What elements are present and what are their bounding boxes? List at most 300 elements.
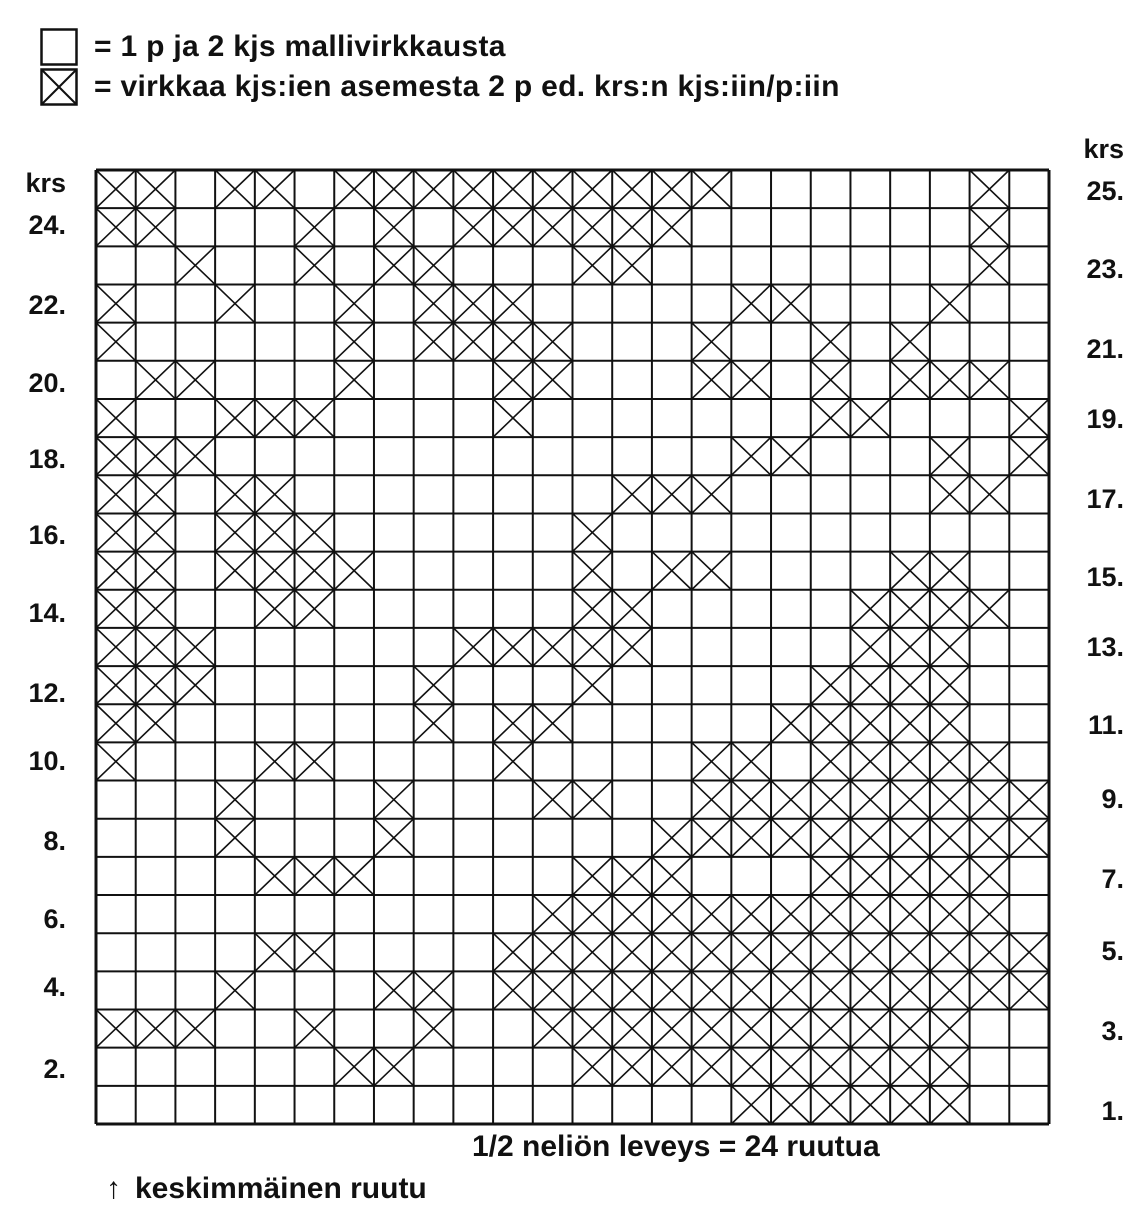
crossed-cell: [136, 590, 176, 628]
crossed-cell: [136, 666, 176, 704]
crossed-cell: [692, 323, 732, 361]
crossed-cell: [930, 704, 970, 742]
crossed-cell: [970, 170, 1010, 208]
crossed-cell: [811, 666, 851, 704]
crossed-cell: [295, 1010, 335, 1048]
crossed-cell: [890, 1010, 930, 1048]
crossed-cell: [1009, 399, 1049, 437]
left-row-label: 10.: [28, 746, 66, 776]
crossed-cell: [771, 819, 811, 857]
crossed-cell: [533, 323, 573, 361]
crossed-cell: [612, 475, 652, 513]
left-row-label: 6.: [43, 904, 66, 934]
crossed-cell: [652, 1048, 692, 1086]
crossed-cell: [890, 1048, 930, 1086]
crossed-cell: [493, 208, 533, 246]
crossed-cell: [850, 1048, 890, 1086]
crossed-cell: [374, 208, 414, 246]
crossed-cell: [533, 895, 573, 933]
crossed-cell: [136, 704, 176, 742]
crossed-cell: [295, 399, 335, 437]
right-row-label: 13.: [1086, 632, 1124, 662]
crossed-cell: [493, 170, 533, 208]
crossed-cell: [573, 933, 613, 971]
crossed-cell: [771, 781, 811, 819]
crossed-cell: [771, 1010, 811, 1048]
crossed-cell: [692, 170, 732, 208]
crossed-cell: [453, 628, 493, 666]
crossed-cell: [850, 781, 890, 819]
crossed-cell: [573, 1048, 613, 1086]
crossed-cell: [652, 1010, 692, 1048]
crossed-cell: [731, 437, 771, 475]
crossed-cell: [930, 284, 970, 322]
crossed-cell: [811, 781, 851, 819]
crossed-cell: [652, 857, 692, 895]
crossed-cell: [295, 208, 335, 246]
crossed-cell: [731, 933, 771, 971]
crossed-cell: [731, 361, 771, 399]
crossed-cell: [96, 170, 136, 208]
crossed-cell: [850, 666, 890, 704]
crossed-cell: [970, 819, 1010, 857]
crossed-cell: [334, 1048, 374, 1086]
crossed-cell: [414, 323, 454, 361]
crossed-cell: [731, 895, 771, 933]
crossed-cell: [533, 704, 573, 742]
crossed-cell: [573, 246, 613, 284]
left-row-label: 20.: [28, 368, 66, 398]
crossed-cell: [850, 1086, 890, 1124]
crossed-cell: [652, 552, 692, 590]
crossed-cell: [811, 933, 851, 971]
crossed-cell: [930, 781, 970, 819]
crossed-cell: [1009, 933, 1049, 971]
crossed-cell: [692, 1048, 732, 1086]
crossed-cell: [731, 819, 771, 857]
crossed-cell: [96, 399, 136, 437]
crossed-cell: [374, 1048, 414, 1086]
crossed-cell: [652, 208, 692, 246]
crossed-cell: [771, 933, 811, 971]
crossed-cell: [970, 590, 1010, 628]
crossed-cell: [533, 971, 573, 1009]
crossed-cell: [930, 742, 970, 780]
crossed-cell: [731, 1010, 771, 1048]
crossed-cell: [255, 590, 295, 628]
crossed-cell: [573, 590, 613, 628]
crossed-cell: [215, 971, 255, 1009]
crossed-cell: [930, 437, 970, 475]
crossed-cell: [970, 895, 1010, 933]
crossed-cell: [970, 361, 1010, 399]
crossed-cell: [1009, 971, 1049, 1009]
crossed-cell: [890, 857, 930, 895]
crossed-cell: [731, 284, 771, 322]
crossed-cell: [811, 704, 851, 742]
crossed-cell: [414, 666, 454, 704]
crossed-cell: [295, 857, 335, 895]
crossed-cell: [612, 857, 652, 895]
crossed-cell: [175, 437, 215, 475]
crossed-cell: [175, 666, 215, 704]
left-row-label: 24.: [28, 210, 66, 240]
crossed-cell: [692, 781, 732, 819]
right-row-label: 11.: [1087, 710, 1124, 740]
crossed-cell: [215, 552, 255, 590]
crossed-cell: [295, 513, 335, 551]
right-row-label: 21.: [1086, 334, 1124, 364]
crossed-cell: [334, 361, 374, 399]
crossed-cell: [334, 857, 374, 895]
crossed-cell: [374, 781, 414, 819]
crossed-cell: [731, 742, 771, 780]
crossed-cell: [414, 1010, 454, 1048]
crossed-cell: [136, 437, 176, 475]
crossed-cell: [692, 475, 732, 513]
crossed-cell: [96, 590, 136, 628]
crossed-cell: [890, 552, 930, 590]
crossed-cell: [493, 399, 533, 437]
crossed-cell: [890, 704, 930, 742]
crossed-cell: [96, 437, 136, 475]
right-row-label: 17.: [1086, 484, 1124, 514]
crossed-cell: [215, 170, 255, 208]
center-note-text: keskimmäinen ruutu: [135, 1172, 427, 1205]
crossed-cell: [96, 742, 136, 780]
crossed-cell: [493, 323, 533, 361]
crossed-cell: [930, 666, 970, 704]
crossed-cell: [1009, 819, 1049, 857]
crossed-cell: [811, 323, 851, 361]
right-row-label: 7.: [1101, 864, 1124, 894]
crossed-cell: [573, 170, 613, 208]
crossed-cell: [811, 1048, 851, 1086]
crossed-cell: [573, 628, 613, 666]
crossed-cell: [731, 1086, 771, 1124]
right-row-label: 9.: [1101, 784, 1124, 814]
crossed-cell: [890, 895, 930, 933]
crossed-cell: [930, 590, 970, 628]
crossed-cell: [692, 933, 732, 971]
crossed-cell: [930, 628, 970, 666]
crossed-cell: [175, 1010, 215, 1048]
crossed-cell: [970, 742, 1010, 780]
crossed-cell: [573, 208, 613, 246]
crossed-cell: [533, 933, 573, 971]
crossed-cell: [850, 895, 890, 933]
crossed-cell: [573, 666, 613, 704]
crossed-cell: [771, 971, 811, 1009]
crossed-cell: [295, 552, 335, 590]
crossed-cell: [136, 1010, 176, 1048]
up-arrow-icon: ↑: [106, 1172, 121, 1205]
crossed-cell: [970, 208, 1010, 246]
crossed-cell: [215, 781, 255, 819]
crossed-cell: [930, 933, 970, 971]
crossed-cell: [890, 590, 930, 628]
crossed-cell: [811, 1086, 851, 1124]
right-axis-title: krs: [1083, 134, 1124, 164]
crossed-cell: [334, 323, 374, 361]
crossed-cell: [414, 284, 454, 322]
crossed-cell: [136, 513, 176, 551]
crossed-cell: [970, 933, 1010, 971]
crossed-cell: [811, 857, 851, 895]
crossed-cell: [930, 1010, 970, 1048]
left-row-label: 22.: [28, 290, 66, 320]
crossed-cell: [533, 628, 573, 666]
crossed-cell: [295, 742, 335, 780]
crossed-cell: [612, 933, 652, 971]
crossed-cell: [652, 475, 692, 513]
crossed-cell: [136, 361, 176, 399]
crossed-cell: [970, 246, 1010, 284]
crossed-cell: [96, 1010, 136, 1048]
crossed-cell: [890, 971, 930, 1009]
crossed-cell: [771, 704, 811, 742]
crossed-cell: [573, 1010, 613, 1048]
crossed-cell: [573, 781, 613, 819]
crossed-cell: [890, 1086, 930, 1124]
crossed-cell: [930, 1048, 970, 1086]
crossed-cell: [493, 628, 533, 666]
crossed-cell: [692, 819, 732, 857]
crossed-cell: [692, 971, 732, 1009]
crossed-cell: [414, 246, 454, 284]
crossed-cell: [374, 819, 414, 857]
crossed-cell: [96, 628, 136, 666]
crossed-cell: [453, 208, 493, 246]
crossed-cell: [811, 895, 851, 933]
crossed-cell: [215, 284, 255, 322]
crossed-cell: [136, 475, 176, 513]
crossed-cell: [811, 742, 851, 780]
crossed-cell: [493, 971, 533, 1009]
crossed-cell: [493, 704, 533, 742]
crossed-cell: [850, 628, 890, 666]
crossed-cell: [533, 361, 573, 399]
crossed-cell: [493, 284, 533, 322]
crossed-cell: [215, 819, 255, 857]
center-note: [106, 1172, 427, 1206]
crossed-cell: [692, 895, 732, 933]
right-row-label: 25.: [1086, 176, 1124, 206]
crossed-cell: [930, 1086, 970, 1124]
crossed-cell: [136, 208, 176, 246]
crossed-cell: [850, 819, 890, 857]
crossed-cell: [493, 361, 533, 399]
crossed-cell: [255, 933, 295, 971]
crossed-cell: [890, 819, 930, 857]
crossed-cell: [96, 552, 136, 590]
crossed-cell: [771, 1086, 811, 1124]
crossed-cell: [414, 704, 454, 742]
crossed-cell: [771, 437, 811, 475]
crossed-cell: [970, 857, 1010, 895]
crossed-cell: [255, 552, 295, 590]
crossed-cell: [533, 781, 573, 819]
crossed-cell: [136, 628, 176, 666]
left-row-label: 16.: [28, 520, 66, 550]
crossed-cell: [930, 819, 970, 857]
crossed-cell: [850, 1010, 890, 1048]
legend-text-crossed: = virkkaa kjs:ien asemesta 2 p ed. krs:n kjs:iin/p:iin: [94, 70, 840, 103]
crossed-cell: [612, 628, 652, 666]
crossed-cell: [175, 361, 215, 399]
crossed-cell: [850, 590, 890, 628]
crossed-cell: [374, 170, 414, 208]
crossed-cell: [374, 971, 414, 1009]
crossed-cell: [930, 475, 970, 513]
crossed-cell: [930, 971, 970, 1009]
right-row-label: 23.: [1086, 254, 1124, 284]
crossed-cell: [731, 971, 771, 1009]
crossed-cell: [930, 361, 970, 399]
crossed-cell: [930, 552, 970, 590]
crossed-cell: [573, 552, 613, 590]
crossed-cell: [692, 361, 732, 399]
crossed-cell: [850, 399, 890, 437]
legend-text-empty: = 1 p ja 2 kjs mallivirkkausta: [94, 30, 506, 63]
right-row-label: 3.: [1101, 1016, 1124, 1046]
crossed-cell: [295, 246, 335, 284]
left-row-label: 18.: [28, 444, 66, 474]
crossed-cell: [612, 1010, 652, 1048]
crossed-cell: [970, 475, 1010, 513]
crossed-cell: [970, 971, 1010, 1009]
crossed-cell: [811, 971, 851, 1009]
crossed-cell: [811, 399, 851, 437]
left-row-label: 2.: [43, 1054, 66, 1084]
crossed-cell: [255, 857, 295, 895]
crossed-cell: [215, 399, 255, 437]
crossed-cell: [850, 704, 890, 742]
crossed-cell: [890, 781, 930, 819]
crossed-cell: [970, 781, 1010, 819]
crossed-cell: [692, 742, 732, 780]
crossed-cell: [930, 857, 970, 895]
crossed-cell: [652, 971, 692, 1009]
crossed-cell: [255, 170, 295, 208]
crossed-cell: [612, 1048, 652, 1086]
crossed-cell: [255, 475, 295, 513]
crossed-cell: [612, 971, 652, 1009]
crossed-cell: [175, 246, 215, 284]
crossed-cell: [652, 933, 692, 971]
crossed-cell: [573, 857, 613, 895]
crossed-cell: [96, 475, 136, 513]
crossed-cell: [295, 933, 335, 971]
crossed-cell: [850, 857, 890, 895]
left-axis-title: krs: [25, 168, 66, 198]
crossed-cell: [334, 552, 374, 590]
crossed-cell: [533, 170, 573, 208]
crossed-cell: [1009, 437, 1049, 475]
left-row-label: 4.: [43, 972, 66, 1002]
crossed-cell: [453, 170, 493, 208]
crossed-cell: [890, 666, 930, 704]
crossed-cell: [215, 513, 255, 551]
crossed-cell: [692, 1010, 732, 1048]
crossed-cell: [533, 1010, 573, 1048]
crossed-cell: [771, 1048, 811, 1086]
crossed-cell: [96, 284, 136, 322]
crossed-cell: [255, 742, 295, 780]
crossed-cell: [612, 170, 652, 208]
crossed-cell: [612, 895, 652, 933]
crossed-cell: [890, 323, 930, 361]
right-row-label: 1.: [1101, 1096, 1124, 1126]
crossed-cell: [890, 361, 930, 399]
left-row-label: 12.: [28, 678, 66, 708]
left-row-label: 14.: [28, 598, 66, 628]
crossed-cell: [453, 284, 493, 322]
crossed-cell: [334, 170, 374, 208]
crossed-cell: [890, 628, 930, 666]
crossed-cell: [652, 895, 692, 933]
crossed-cell: [890, 742, 930, 780]
crossed-cell: [850, 933, 890, 971]
crossed-cell: [811, 819, 851, 857]
crossed-cell: [136, 552, 176, 590]
crossed-cell: [612, 590, 652, 628]
crossed-cell: [692, 552, 732, 590]
left-row-label: 8.: [43, 826, 66, 856]
crossed-cell: [573, 513, 613, 551]
crossed-cell: [334, 284, 374, 322]
crossed-cell: [255, 399, 295, 437]
right-row-label: 5.: [1101, 936, 1124, 966]
crossed-cell: [215, 475, 255, 513]
crossed-cell: [612, 208, 652, 246]
crossed-cell: [652, 170, 692, 208]
crossed-cell: [930, 895, 970, 933]
crossed-cell: [136, 170, 176, 208]
crossed-cell: [493, 933, 533, 971]
right-row-label: 19.: [1086, 404, 1124, 434]
crossed-cell: [96, 513, 136, 551]
crossed-cell: [1009, 781, 1049, 819]
crossed-cell: [255, 513, 295, 551]
crossed-cell: [96, 666, 136, 704]
crossed-cell: [414, 170, 454, 208]
crossed-cell: [811, 1010, 851, 1048]
crossed-cell: [731, 781, 771, 819]
crossed-cell: [295, 590, 335, 628]
crossed-cell: [771, 284, 811, 322]
crossed-cell: [573, 895, 613, 933]
crossed-cell: [374, 246, 414, 284]
right-row-label: 15.: [1086, 562, 1124, 592]
crossed-cell: [533, 208, 573, 246]
crossed-cell: [175, 628, 215, 666]
width-caption: 1/2 neliön leveys = 24 ruutua: [472, 1130, 880, 1163]
crossed-cell: [96, 704, 136, 742]
crossed-cell: [414, 971, 454, 1009]
crossed-cell: [811, 361, 851, 399]
crossed-cell: [573, 971, 613, 1009]
crossed-cell: [612, 246, 652, 284]
crossed-cell: [850, 742, 890, 780]
crossed-cell: [96, 323, 136, 361]
crossed-cell: [771, 895, 811, 933]
crossed-cell: [96, 208, 136, 246]
crossed-cell: [453, 323, 493, 361]
crossed-cell: [890, 933, 930, 971]
crossed-cell: [731, 1048, 771, 1086]
crossed-cell: [850, 971, 890, 1009]
